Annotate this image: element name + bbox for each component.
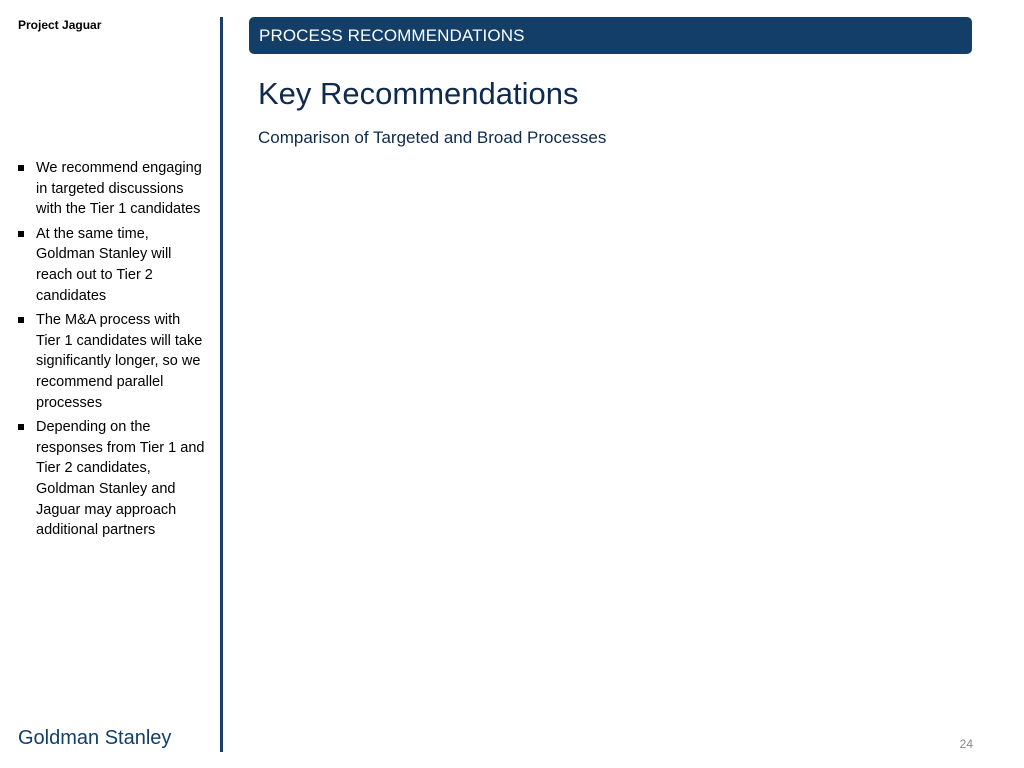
vertical-divider [220,17,223,752]
bullet-item [18,310,208,413]
project-name: Project Jaguar [18,18,102,32]
bullet-item [18,417,208,541]
section-banner [249,17,972,54]
square-bullet-icon [18,317,24,323]
bullet-text: Depending on the responses from Tier 1 and Tier 2 candidates, Goldman Stanley and Jaguar may approach additional partners [36,419,205,539]
bullet-text: The M&A process with Tier 1 candidates will take significantly longer, so we recommend parallel processes [36,312,203,411]
page-subtitle: Comparison of Targeted and Broad Processes [258,128,607,147]
section-banner-label: PROCESS RECOMMENDATIONS [259,25,525,45]
bullet-text: We recommend engaging in targeted discussions with the Tier 1 candidates [36,160,202,218]
square-bullet-icon [18,165,24,171]
page-title: Key Recommendations [258,76,579,111]
square-bullet-icon [18,231,24,237]
bullet-item [18,224,208,306]
bullet-text: At the same time, Goldman Stanley will reach out to Tier 2 candidates [36,225,172,304]
page-number: 24 [959,737,973,751]
square-bullet-icon [18,424,24,430]
recommendations-bullet-list [18,158,208,545]
brand-logo-text: Goldman Stanley [18,727,172,749]
bullet-item [18,158,208,220]
